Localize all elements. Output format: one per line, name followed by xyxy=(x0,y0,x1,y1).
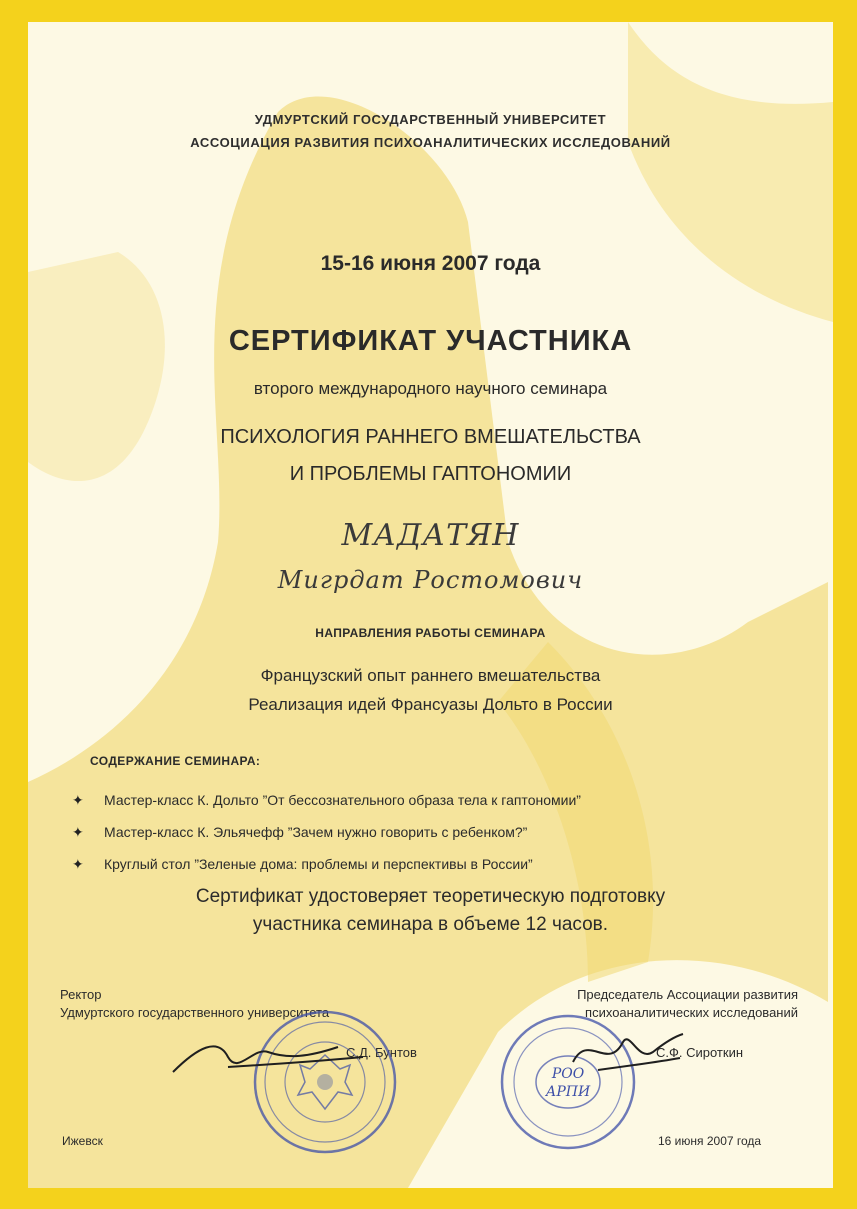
event-date: 15-16 июня 2007 года xyxy=(320,252,541,275)
statement-line2: участника семинара в объеме 12 часов. xyxy=(252,914,609,935)
signatory-name-left: С.Д. Бунтов xyxy=(346,1045,417,1060)
signatory-title: Ректор xyxy=(60,987,102,1002)
seminar-topic-line2: И ПРОБЛЕМЫ ГАПТОНОМИИ xyxy=(289,463,572,485)
list-item-text: Круглый стол ”Зеленые дома: проблемы и перспективы в России” xyxy=(104,856,533,872)
directions-heading: НАПРАВЛЕНИЯ РАБОТЫ СЕМИНАРА xyxy=(315,626,546,640)
certificate-subtitle: второго международного научного семинара xyxy=(253,379,608,398)
star-bullet-icon: ✦ xyxy=(72,791,84,808)
participant-surname: МАДАТЯН xyxy=(341,518,520,553)
issue-city: Ижевск xyxy=(62,1134,103,1148)
certificate-sheet xyxy=(28,22,833,1188)
statement-line1: Сертификат удостоверяет теоретическую подготовку xyxy=(195,886,666,907)
seal-text-roo: РОО xyxy=(551,1066,585,1082)
signatory-organization: Удмуртского государственного университета xyxy=(60,1005,330,1020)
left-signature-scribble xyxy=(168,1027,368,1087)
signatory-title: Председатель Ассоциации развития xyxy=(577,987,798,1002)
seminar-topic-line1: ПСИХОЛОГИЯ РАННЕГО ВМЕШАТЕЛЬСТВА xyxy=(220,426,641,448)
signatory-name-right: С.Ф. Сироткин xyxy=(656,1045,744,1060)
signatory-organization: психоаналитических исследований xyxy=(585,1005,798,1020)
list-item xyxy=(72,848,812,880)
participant-given-names: Мигрдат Ростомович xyxy=(277,566,584,594)
association-name: АССОЦИАЦИЯ РАЗВИТИЯ ПСИХОАНАЛИТИЧЕСКИХ ИССЛЕДОВАНИЙ xyxy=(190,135,671,150)
right-signature-scribble xyxy=(568,1022,688,1082)
certificate-title: СЕРТИФИКАТ УЧАСТНИКА xyxy=(228,325,633,357)
direction-item: Французский опыт раннего вмешательства xyxy=(260,666,601,685)
star-bullet-icon: ✦ xyxy=(72,855,84,872)
list-item xyxy=(72,816,812,848)
contents-list xyxy=(72,784,812,880)
contents-heading: СОДЕРЖАНИЕ СЕМИНАРА: xyxy=(90,754,261,768)
issue-date: 16 июня 2007 года xyxy=(658,1134,762,1148)
art-shape-top xyxy=(628,22,833,322)
university-name: УДМУРТСКИЙ ГОСУДАРСТВЕННЫЙ УНИВЕРСИТЕТ xyxy=(254,112,607,127)
list-item-text: Мастер-класс К. Дольто ”От бессознательного образа тела к гаптономии” xyxy=(104,792,581,808)
seal-text-arpi: АРПИ xyxy=(545,1084,591,1100)
list-item-text: Мастер-класс К. Эльячефф ”Зачем нужно говорить с ребенком?” xyxy=(104,824,528,840)
direction-item: Реализация идей Франсуазы Дольто в России xyxy=(248,695,613,714)
star-bullet-icon: ✦ xyxy=(72,823,84,840)
list-item xyxy=(72,784,812,816)
